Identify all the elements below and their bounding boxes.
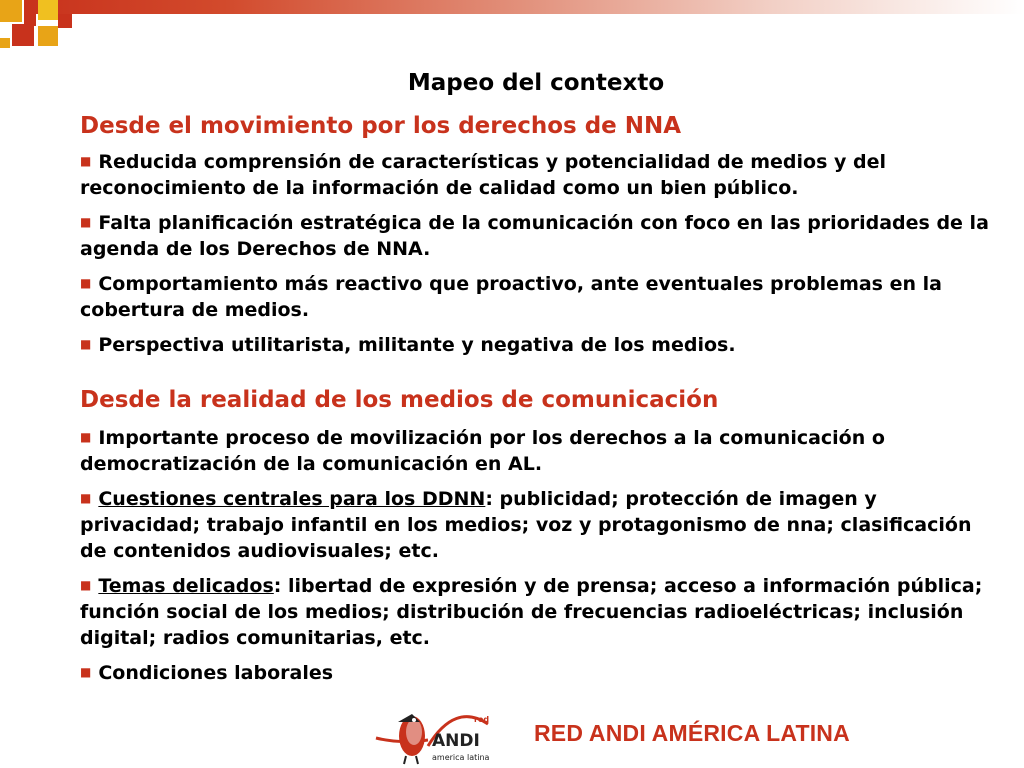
bullet-square-icon: ■ [80,154,92,168]
slide-title: Mapeo del contexto [407,70,665,96]
decor-square [12,24,34,46]
list-item: ■ Cuestiones centrales para los DDNN: publicidad; protección de imagen y privacidad; trabajo infantil en los medios; voz y protagonismo de nna; clasificación de contenidos audiovisuales; etc. [80,488,972,562]
svg-text:ANDI: ANDI [432,731,480,751]
slide-content [80,110,996,686]
svg-text:america latina: america latina [432,753,490,762]
decor-square [58,14,72,28]
underlined-label: Cuestiones centrales para los DDNN [98,488,486,510]
svg-text:red: red [474,715,490,724]
bullet-square-icon: ■ [80,491,92,505]
bullet-square-icon: ■ [80,215,92,229]
list-item: ■ Falta planificación estratégica de la comunicación con foco en las prioridades de la agenda de los Derechos de NNA. [80,212,989,260]
decor-square [38,26,58,46]
underlined-label: Temas delicados [98,575,274,597]
bullet-square-icon: ■ [80,276,92,290]
footer-brand: RED ANDI AMÉRICA LATINA [534,720,850,746]
decor-square [38,0,58,20]
decor-square [0,38,10,48]
section-heading-media: Desde la realidad de los medios de comunicación [80,387,719,413]
list-item: ■ Importante proceso de movilización por los derechos a la comunicación o democratización de la comunicación en AL. [80,427,885,475]
list-item: ■ Comportamiento más reactivo que proactivo, ante eventuales problemas en la cobertura de medios. [80,273,942,321]
bullet-square-icon: ■ [80,665,92,679]
bullet-square-icon: ■ [80,578,92,592]
list-item: ■ Temas delicados: libertad de expresión y de prensa; acceso a información pública; función social de los medios; distribución de frecuencias radioeléctricas; inclusión digital; radios comunitarias, etc. [80,575,983,649]
list-item: ■ Condiciones laborales [80,662,334,684]
section-heading-movement: Desde el movimiento por los derechos de NNA [80,113,682,139]
header-gradient-band [24,0,1024,14]
bullet-square-icon: ■ [80,337,92,351]
list-item: ■ Perspectiva utilitarista, militante y negativa de los medios. [80,334,736,356]
andi-logo [370,700,500,768]
decor-square [0,0,22,22]
bullet-square-icon: ■ [80,430,92,444]
list-item: ■ Reducida comprensión de características y potencialidad de medios y del reconocimiento de la información de calidad como un bien público. [80,151,886,199]
